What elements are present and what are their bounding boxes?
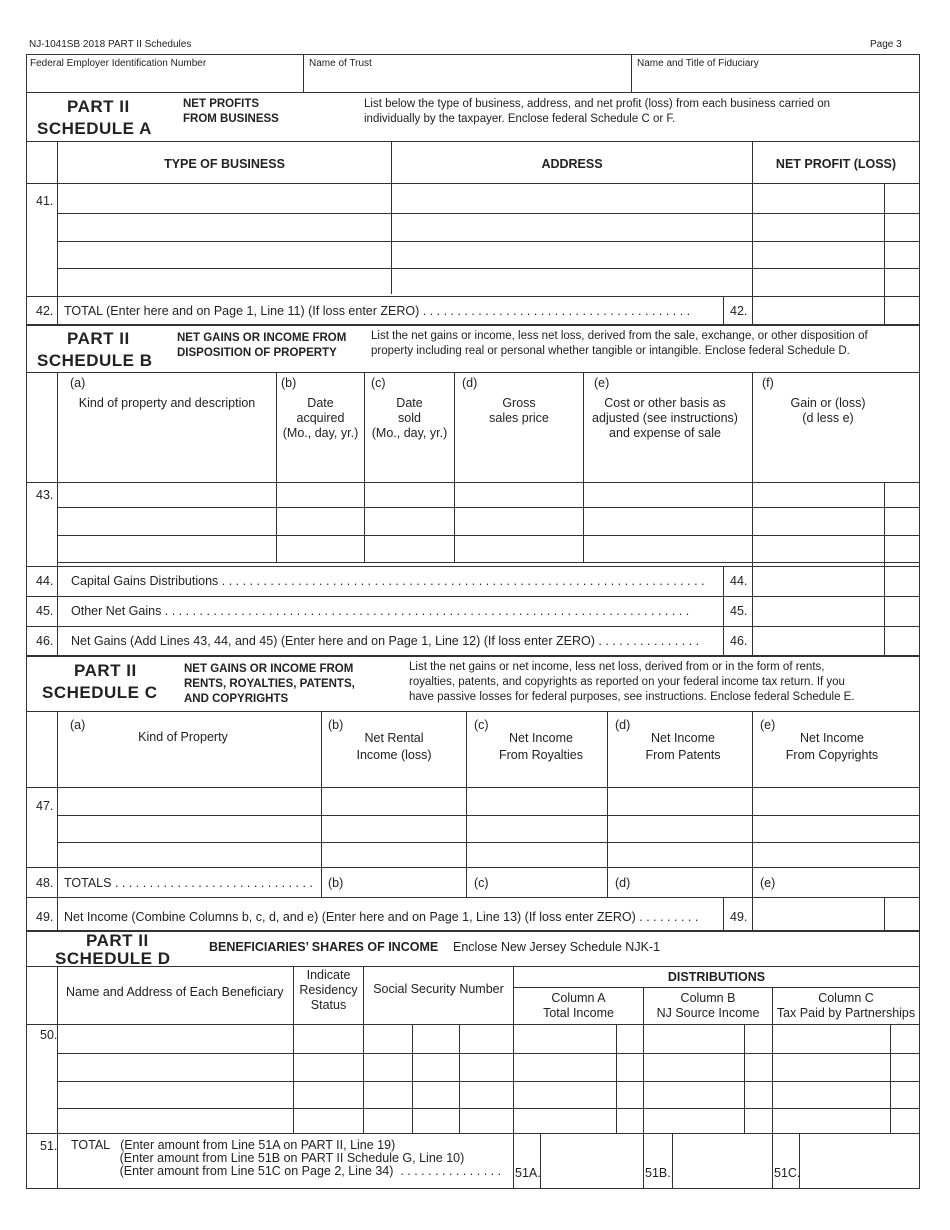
- line-49-label: 49.: [36, 910, 54, 924]
- page-number: Page 3: [870, 39, 902, 50]
- form-id: NJ-1041SB 2018 PART II Schedules: [29, 39, 192, 50]
- fein-label: Federal Employer Identification Number: [30, 58, 207, 69]
- schedule-d-title: SCHEDULE D: [55, 949, 171, 968]
- schedule-b-heading: NET GAINS OR INCOME FROM DISPOSITION OF PROPERTY: [177, 332, 347, 359]
- col-b-f-letter: (f): [762, 376, 774, 390]
- schedule-c-part: PART II: [74, 661, 137, 680]
- col-c-tax-paid: Column C Tax Paid by Partnerships: [776, 991, 916, 1020]
- col-net-profit: NET PROFIT (LOSS): [775, 157, 897, 171]
- schedule-c-heading: NET GAINS OR INCOME FROM RENTS, ROYALTIES, PATENTS, AND COPYRIGHTS: [184, 663, 355, 705]
- col-c-d-letter: (d): [615, 718, 631, 732]
- line-51-label: 51.: [40, 1139, 58, 1153]
- schedule-b-description: List the net gains or income, less net loss, derived from the sale, exchange, or other disposition of property including real or personal whether tangible or intangible. Enclose federal Schedule D.: [371, 330, 868, 357]
- col-b-f-label: Gain or (loss) (d less e): [790, 396, 866, 425]
- line-45-input[interactable]: [756, 600, 886, 620]
- col-b-c-label: Date sold (Mo., day, yr.): [371, 396, 448, 440]
- col-c-b-label: Net Rental Income (loss): [356, 731, 432, 762]
- line-42-text: TOTAL (Enter here and on Page 1, Line 11) (If loss enter ZERO) . . . . . . . . . . . . . . . . . . . . . . . . . . . . . . . . . . . . . . .: [64, 304, 691, 318]
- col-c-b-letter: (b): [328, 718, 344, 732]
- total-d-label: (d): [615, 876, 631, 890]
- schedule-d-part: PART II: [86, 931, 149, 950]
- trust-name-input[interactable]: [309, 70, 631, 90]
- schedule-d-heading: BENEFICIARIES’ SHARES OF INCOME: [209, 940, 439, 954]
- fiduciary-label: Name and Title of Fiduciary: [637, 58, 759, 69]
- col-b-a-label: Kind of property and description: [78, 396, 256, 410]
- schedule-b-title: SCHEDULE B: [37, 351, 153, 370]
- line-51c-input[interactable]: [803, 1163, 921, 1183]
- col-b-e-letter: (e): [594, 376, 610, 390]
- col-b-a-letter: (a): [70, 376, 86, 390]
- line-46-ref: 46.: [730, 634, 748, 648]
- line-44-input[interactable]: [756, 570, 886, 590]
- ref-51b: 51B.: [645, 1166, 671, 1180]
- col-a-total-income: Column A Total Income: [543, 991, 614, 1020]
- schedule-c-description: List the net gains or net income, less net loss, derived from or in the form of rents, royalties, patents, and copyrights as reported on your federal income tax return. If you have passive losses for federal purposes, see instructions. Enclose federal Schedule E.: [409, 661, 855, 703]
- col-b-b-letter: (b): [281, 376, 297, 390]
- line-51-text: TOTAL (Enter amount from Line 51A on PART II, Line 19) (Enter amount from Line 51B on PART II Schedule G, Line 10) (Enter amount from Line 51C on Page 2, Line 34) . . . . . . . . . . . . . . .: [71, 1138, 502, 1178]
- col-name-address: Name and Address of Each Beneficiary: [66, 985, 284, 999]
- col-c-d-label: Net Income From Patents: [645, 731, 721, 762]
- fein-input[interactable]: [30, 70, 302, 90]
- total-e-label: (e): [760, 876, 776, 890]
- line-46-text: Net Gains (Add Lines 43, 44, and 45) (Enter here and on Page 1, Line 12) (If loss enter ZERO) . . . . . . . . . . . . . . .: [71, 634, 700, 648]
- col-c-c-label: Net Income From Royalties: [498, 731, 584, 762]
- line-45-ref: 45.: [730, 604, 748, 618]
- line-49-input[interactable]: [756, 905, 886, 925]
- line-42-ref: 42.: [730, 304, 748, 318]
- col-c-a-label: Kind of Property: [138, 730, 228, 744]
- line-42-input[interactable]: [756, 300, 886, 320]
- col-type-of-business: TYPE OF BUSINESS: [164, 157, 285, 171]
- line-46-label: 46.: [36, 634, 54, 648]
- line-50-label: 50.: [40, 1028, 58, 1042]
- line-48-label: 48.: [36, 876, 54, 890]
- schedule-b-part: PART II: [67, 329, 130, 348]
- schedule-a-title: SCHEDULE A: [37, 119, 152, 138]
- col-b-c-letter: (c): [371, 376, 386, 390]
- col-b-nj-source: Column B NJ Source Income: [656, 991, 760, 1020]
- total-b-label: (b): [328, 876, 344, 890]
- trust-name-label: Name of Trust: [309, 58, 372, 69]
- line-43-label: 43.: [36, 488, 54, 502]
- line-51a-input[interactable]: [544, 1163, 645, 1183]
- col-b-b-label: Date acquired (Mo., day, yr.): [282, 396, 359, 440]
- line-46-input[interactable]: [756, 630, 886, 650]
- line-42-label: 42.: [36, 304, 54, 318]
- col-residency: Indicate Residency Status: [299, 968, 358, 1012]
- line-44-text: Capital Gains Distributions . . . . . . . . . . . . . . . . . . . . . . . . . . . . . . . . . . . . . . . . . . . . . . . . . . . . . . . . . . . . . . . . . . . . . .: [71, 574, 705, 588]
- col-c-e-letter: (e): [760, 718, 776, 732]
- col-ssn: Social Security Number: [373, 982, 504, 996]
- total-c-label: (c): [474, 876, 489, 890]
- line-44-label: 44.: [36, 574, 54, 588]
- fiduciary-input[interactable]: [637, 70, 919, 90]
- line-41-label: 41.: [36, 194, 54, 208]
- col-b-d-letter: (d): [462, 376, 478, 390]
- schedule-d-enclose: Enclose New Jersey Schedule NJK-1: [453, 940, 661, 954]
- line-48-text: TOTALS . . . . . . . . . . . . . . . . . . . . . . . . . . . . .: [64, 876, 313, 890]
- schedule-c-title: SCHEDULE C: [42, 683, 158, 702]
- schedule-a-description: List below the type of business, address, and net profit (loss) from each business carried on individually by the taxpayer. Enclose federal Schedule C or F.: [364, 98, 830, 125]
- ref-51a: 51A.: [515, 1166, 541, 1180]
- schedule-a-part: PART II: [67, 97, 130, 116]
- col-address: ADDRESS: [541, 157, 603, 171]
- ref-51c: 51C.: [774, 1166, 801, 1180]
- line-49-text: Net Income (Combine Columns b, c, d, and e) (Enter here and on Page 1, Line 13) (If loss enter ZERO) . . . . . . . . .: [64, 910, 699, 924]
- col-b-d-label: Gross sales price: [489, 396, 549, 425]
- line-44-ref: 44.: [730, 574, 748, 588]
- line-47-label: 47.: [36, 799, 54, 813]
- line-51b-input[interactable]: [676, 1163, 774, 1183]
- col-b-e-label: Cost or other basis as adjusted (see instructions) and expense of sale: [592, 396, 738, 440]
- distributions-heading: DISTRIBUTIONS: [667, 970, 766, 984]
- line-45-text: Other Net Gains . . . . . . . . . . . . . . . . . . . . . . . . . . . . . . . . . . . . . . . . . . . . . . . . . . . . . . . . . . . . . . . . . . . . . . . . . . . .: [71, 604, 690, 618]
- col-c-a-letter: (a): [70, 718, 86, 732]
- line-49-ref: 49.: [730, 910, 748, 924]
- col-c-e-label: Net Income From Copyrights: [785, 731, 879, 762]
- col-c-c-letter: (c): [474, 718, 489, 732]
- schedule-a-heading: NET PROFITS FROM BUSINESS: [183, 98, 279, 125]
- line-45-label: 45.: [36, 604, 54, 618]
